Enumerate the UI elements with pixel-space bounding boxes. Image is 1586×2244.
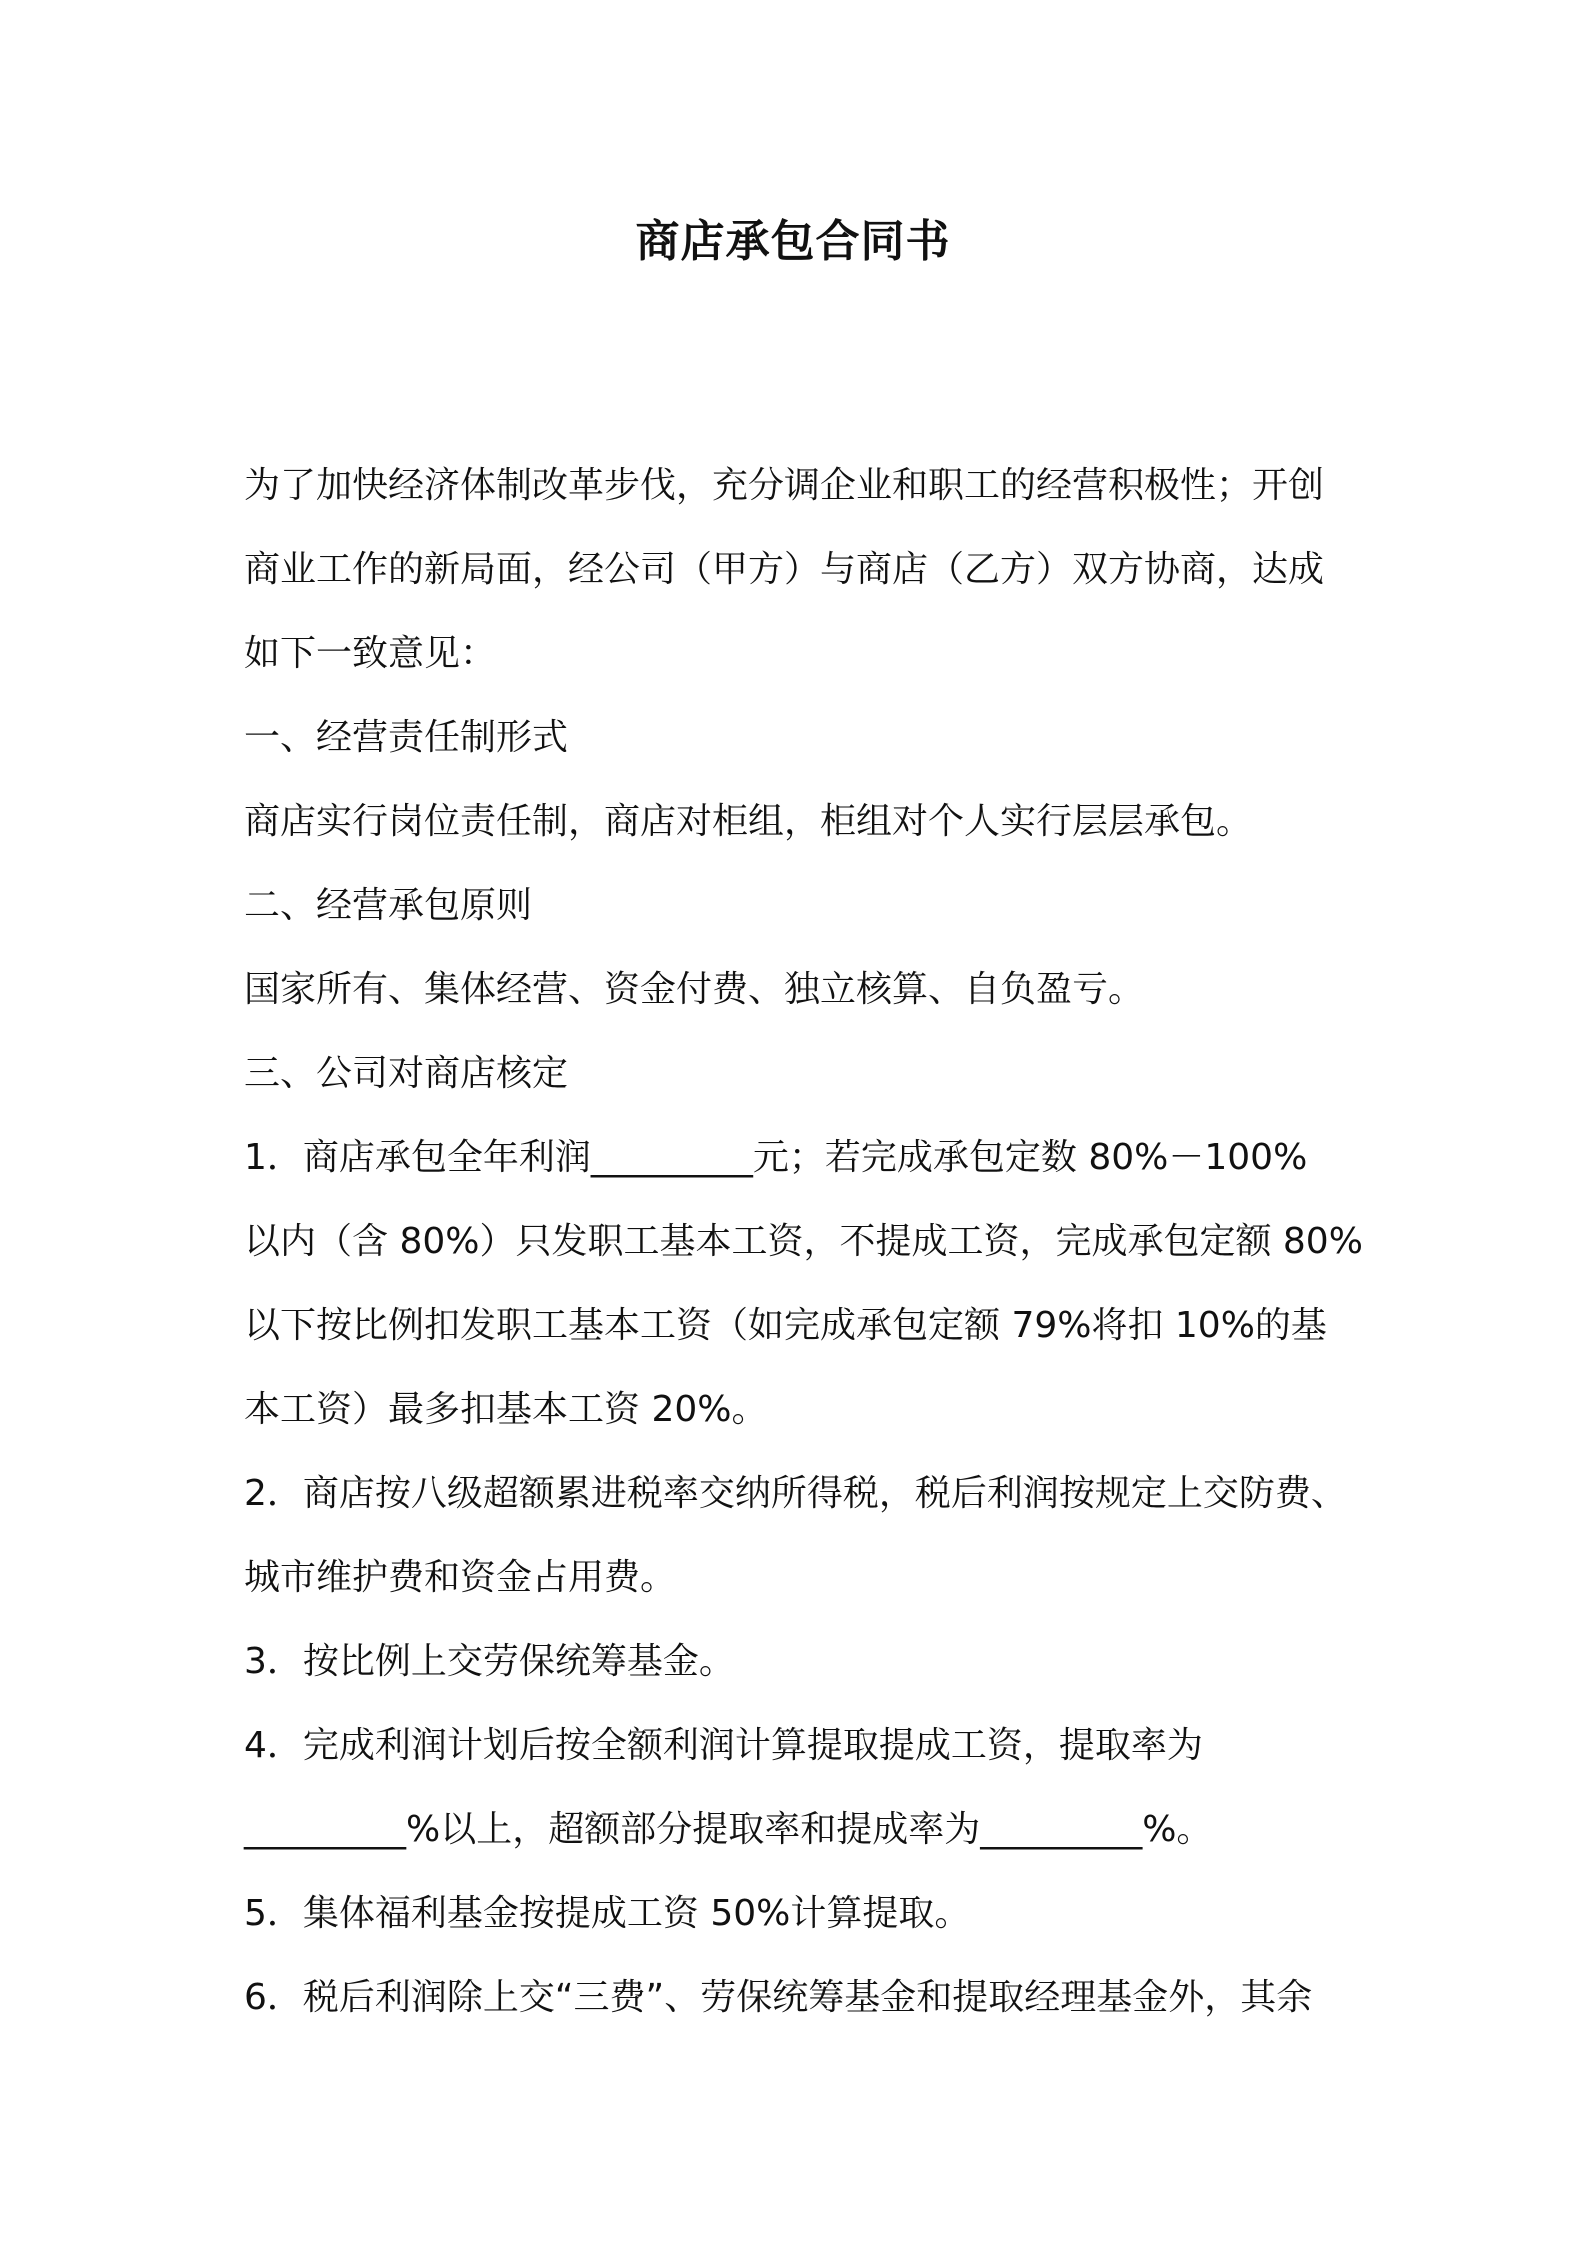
section-heading: 二、经营承包原则 <box>244 885 533 926</box>
paragraph-line: 为了加快经济体制改革步伐，充分调企业和职工的经营积极性；开创 <box>244 465 1325 506</box>
clause-line: 5．集体福利基金按提成工资 50%计算提取。 <box>244 1893 971 1934</box>
clause-line: 以内（含 80%）只发职工基本工资，不提成工资，完成承包定额 80% <box>244 1221 1363 1262</box>
clause-line: 本工资）最多扣基本工资 20%。 <box>244 1389 768 1430</box>
document-title: 商店承包合同书 <box>635 216 951 267</box>
paragraph-line: 商业工作的新局面，经公司（甲方）与商店（乙方）双方协商，达成 <box>244 549 1325 590</box>
contract-body <box>244 444 1374 2040</box>
clause-line: 以下按比例扣发职工基本工资（如完成承包定额 79%将扣 10%的基 <box>244 1305 1327 1346</box>
clause-line: 2．商店按八级超额累进税率交纳所得税，税后利润按规定上交防费、 <box>244 1473 1347 1514</box>
section-heading: 一、经营责任制形式 <box>244 717 569 758</box>
clause-line: 城市维护费和资金占用费。 <box>244 1557 677 1598</box>
clause-line: 3．按比例上交劳保统筹基金。 <box>244 1641 735 1682</box>
paragraph-line: 国家所有、集体经营、资金付费、独立核算、自负盈亏。 <box>244 969 1145 1010</box>
paragraph-line: 如下一致意见： <box>244 633 497 674</box>
clause-line: 6．税后利润除上交“三费”、劳保统筹基金和提取经理基金外，其余 <box>244 1977 1313 2018</box>
clause-line: 1．商店承包全年利润_________元；若完成承包定数 80%－100% <box>244 1137 1308 1178</box>
clause-line: 4．完成利润计划后按全额利润计算提取提成工资，提取率为 <box>244 1725 1203 1766</box>
clause-line: _________%以上，超额部分提取率和提成率为_________%。 <box>244 1809 1213 1850</box>
paragraph-line: 商店实行岗位责任制，商店对柜组，柜组对个人实行层层承包。 <box>244 801 1253 842</box>
section-heading: 三、公司对商店核定 <box>244 1053 569 1094</box>
